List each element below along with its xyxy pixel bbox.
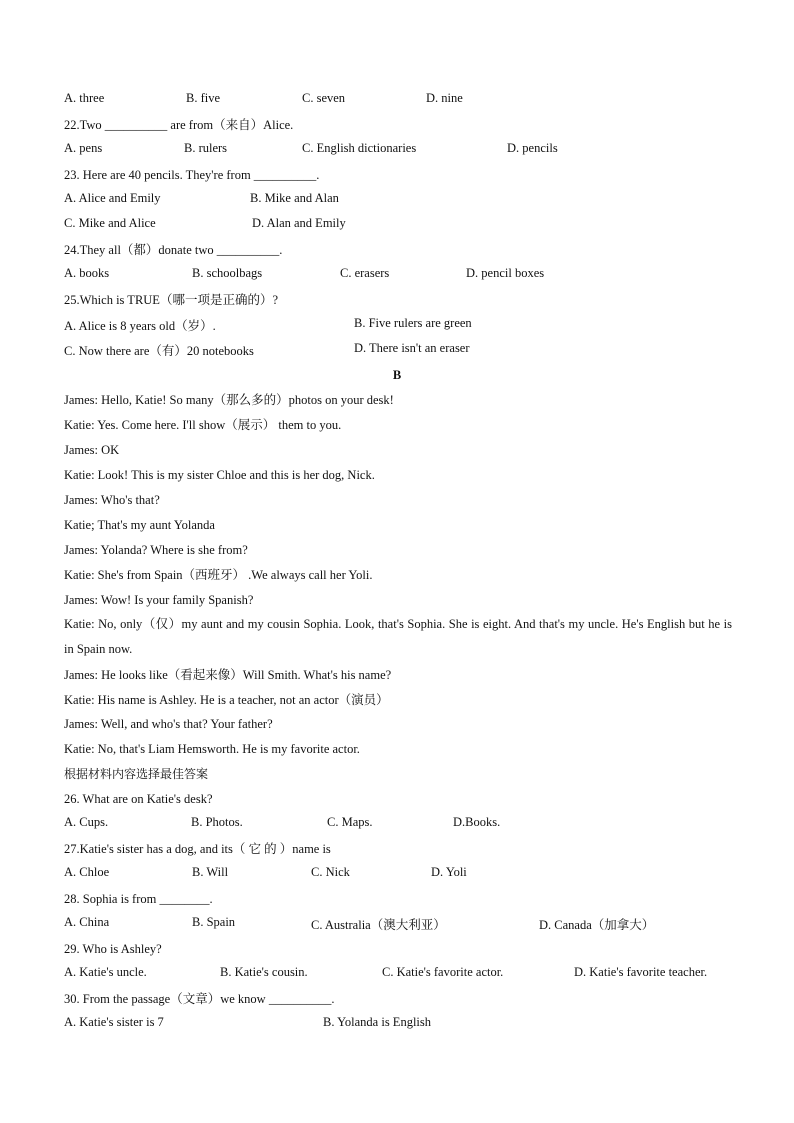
dialogue-line: Katie: Yes. Come here. I'll show（展示） them to you. (64, 418, 342, 432)
dialogue-line: James: OK (64, 443, 120, 457)
question-22: 22.Two __________ are from（来自）Alice. (64, 118, 294, 132)
q28-option-b: B. Spain (192, 915, 236, 929)
q25-option-d: D. There isn't an eraser (354, 341, 470, 355)
dialogue-line: James: Well, and who's that? Your father? (64, 717, 273, 731)
q22-option-c: C. English dictionaries (302, 141, 417, 155)
q24-option-c: C. erasers (340, 266, 390, 280)
instruction-text: 根据材料内容选择最佳答案 (64, 767, 209, 781)
dialogue-line: Katie: No, only（仅）my aunt and my cousin Sophia. Look, that's Sophia. She is eight. And that's my uncle. He's English but he is in Spain now. (64, 617, 732, 656)
q29-option-d: D. Katie's favorite teacher. (574, 965, 708, 979)
q29-option-b: B. Katie's cousin. (220, 965, 308, 979)
q27-option-d: D. Yoli (431, 865, 467, 879)
dialogue-line: James: Who's that? (64, 493, 160, 507)
q21-option-d: D. nine (426, 91, 463, 105)
dialogue-line: James: Hello, Katie! So many（那么多的）photos on your desk! (64, 393, 394, 407)
question-25: 25.Which is TRUE（哪一项是正确的）? (64, 293, 278, 307)
q21-option-c: C. seven (302, 91, 346, 105)
question-28: 28. Sophia is from ________. (64, 892, 213, 906)
dialogue-line: Katie: No, that's Liam Hemsworth. He is my favorite actor. (64, 742, 360, 756)
q29-option-a: A. Katie's uncle. (64, 965, 147, 979)
q24-option-a: A. books (64, 266, 110, 280)
question-27: 27.Katie's sister has a dog, and its（ 它 的 ）name is (64, 842, 331, 856)
dialogue-line: Katie; That's my aunt Yolanda (64, 518, 215, 532)
section-b-heading: B (392, 368, 402, 382)
q22-option-a: A. pens (64, 141, 103, 155)
q30-option-a: A. Katie's sister is 7 (64, 1015, 164, 1029)
q25-option-b: B. Five rulers are green (354, 316, 472, 330)
question-26: 26. What are on Katie's desk? (64, 792, 213, 806)
q23-option-a: A. Alice and Emily (64, 191, 161, 205)
q24-option-d: D. pencil boxes (466, 266, 545, 280)
question-29: 29. Who is Ashley? (64, 942, 162, 956)
q22-option-b: B. rulers (184, 141, 228, 155)
dialogue-line: James: Yolanda? Where is she from? (64, 543, 248, 557)
question-23: 23. Here are 40 pencils. They're from __________. (64, 168, 320, 182)
q24-option-b: B. schoolbags (192, 266, 263, 280)
q26-option-a: A. Cups. (64, 815, 109, 829)
q26-option-d: D.Books. (453, 815, 501, 829)
dialogue-line: James: He looks like（看起来像）Will Smith. What's his name? (64, 668, 392, 682)
question-30: 30. From the passage（文章）we know __________. (64, 992, 335, 1006)
dialogue-line: Katie: She's from Spain（西班牙） .We always call her Yoli. (64, 568, 373, 582)
q26-option-b: B. Photos. (191, 815, 243, 829)
q27-option-b: B. Will (192, 865, 229, 879)
q28-option-a: A. China (64, 915, 110, 929)
q25-option-a: A. Alice is 8 years old（岁）. (64, 319, 216, 333)
q25-option-c: C. Now there are（有）20 notebooks (64, 344, 254, 358)
q23-option-c: C. Mike and Alice (64, 216, 156, 230)
q28-option-d: D. Canada（加拿大） (539, 918, 655, 932)
q29-option-c: C. Katie's favorite actor. (382, 965, 504, 979)
q23-option-b: B. Mike and Alan (250, 191, 339, 205)
q27-option-a: A. Chloe (64, 865, 110, 879)
q21-option-b: B. five (186, 91, 221, 105)
dialogue-line: Katie: His name is Ashley. He is a teacher, not an actor（演员） (64, 693, 389, 707)
q22-option-d: D. pencils (507, 141, 558, 155)
q21-option-a: A. three (64, 91, 105, 105)
dialogue-line: Katie: Look! This is my sister Chloe and this is her dog, Nick. (64, 468, 375, 482)
question-24: 24.They all（都）donate two __________. (64, 243, 283, 257)
q30-option-b: B. Yolanda is English (323, 1015, 432, 1029)
q28-option-c: C. Australia（澳大利亚） (311, 918, 446, 932)
q23-option-d: D. Alan and Emily (252, 216, 346, 230)
q27-option-c: C. Nick (311, 865, 350, 879)
q26-option-c: C. Maps. (327, 815, 373, 829)
dialogue-line: James: Wow! Is your family Spanish? (64, 593, 254, 607)
